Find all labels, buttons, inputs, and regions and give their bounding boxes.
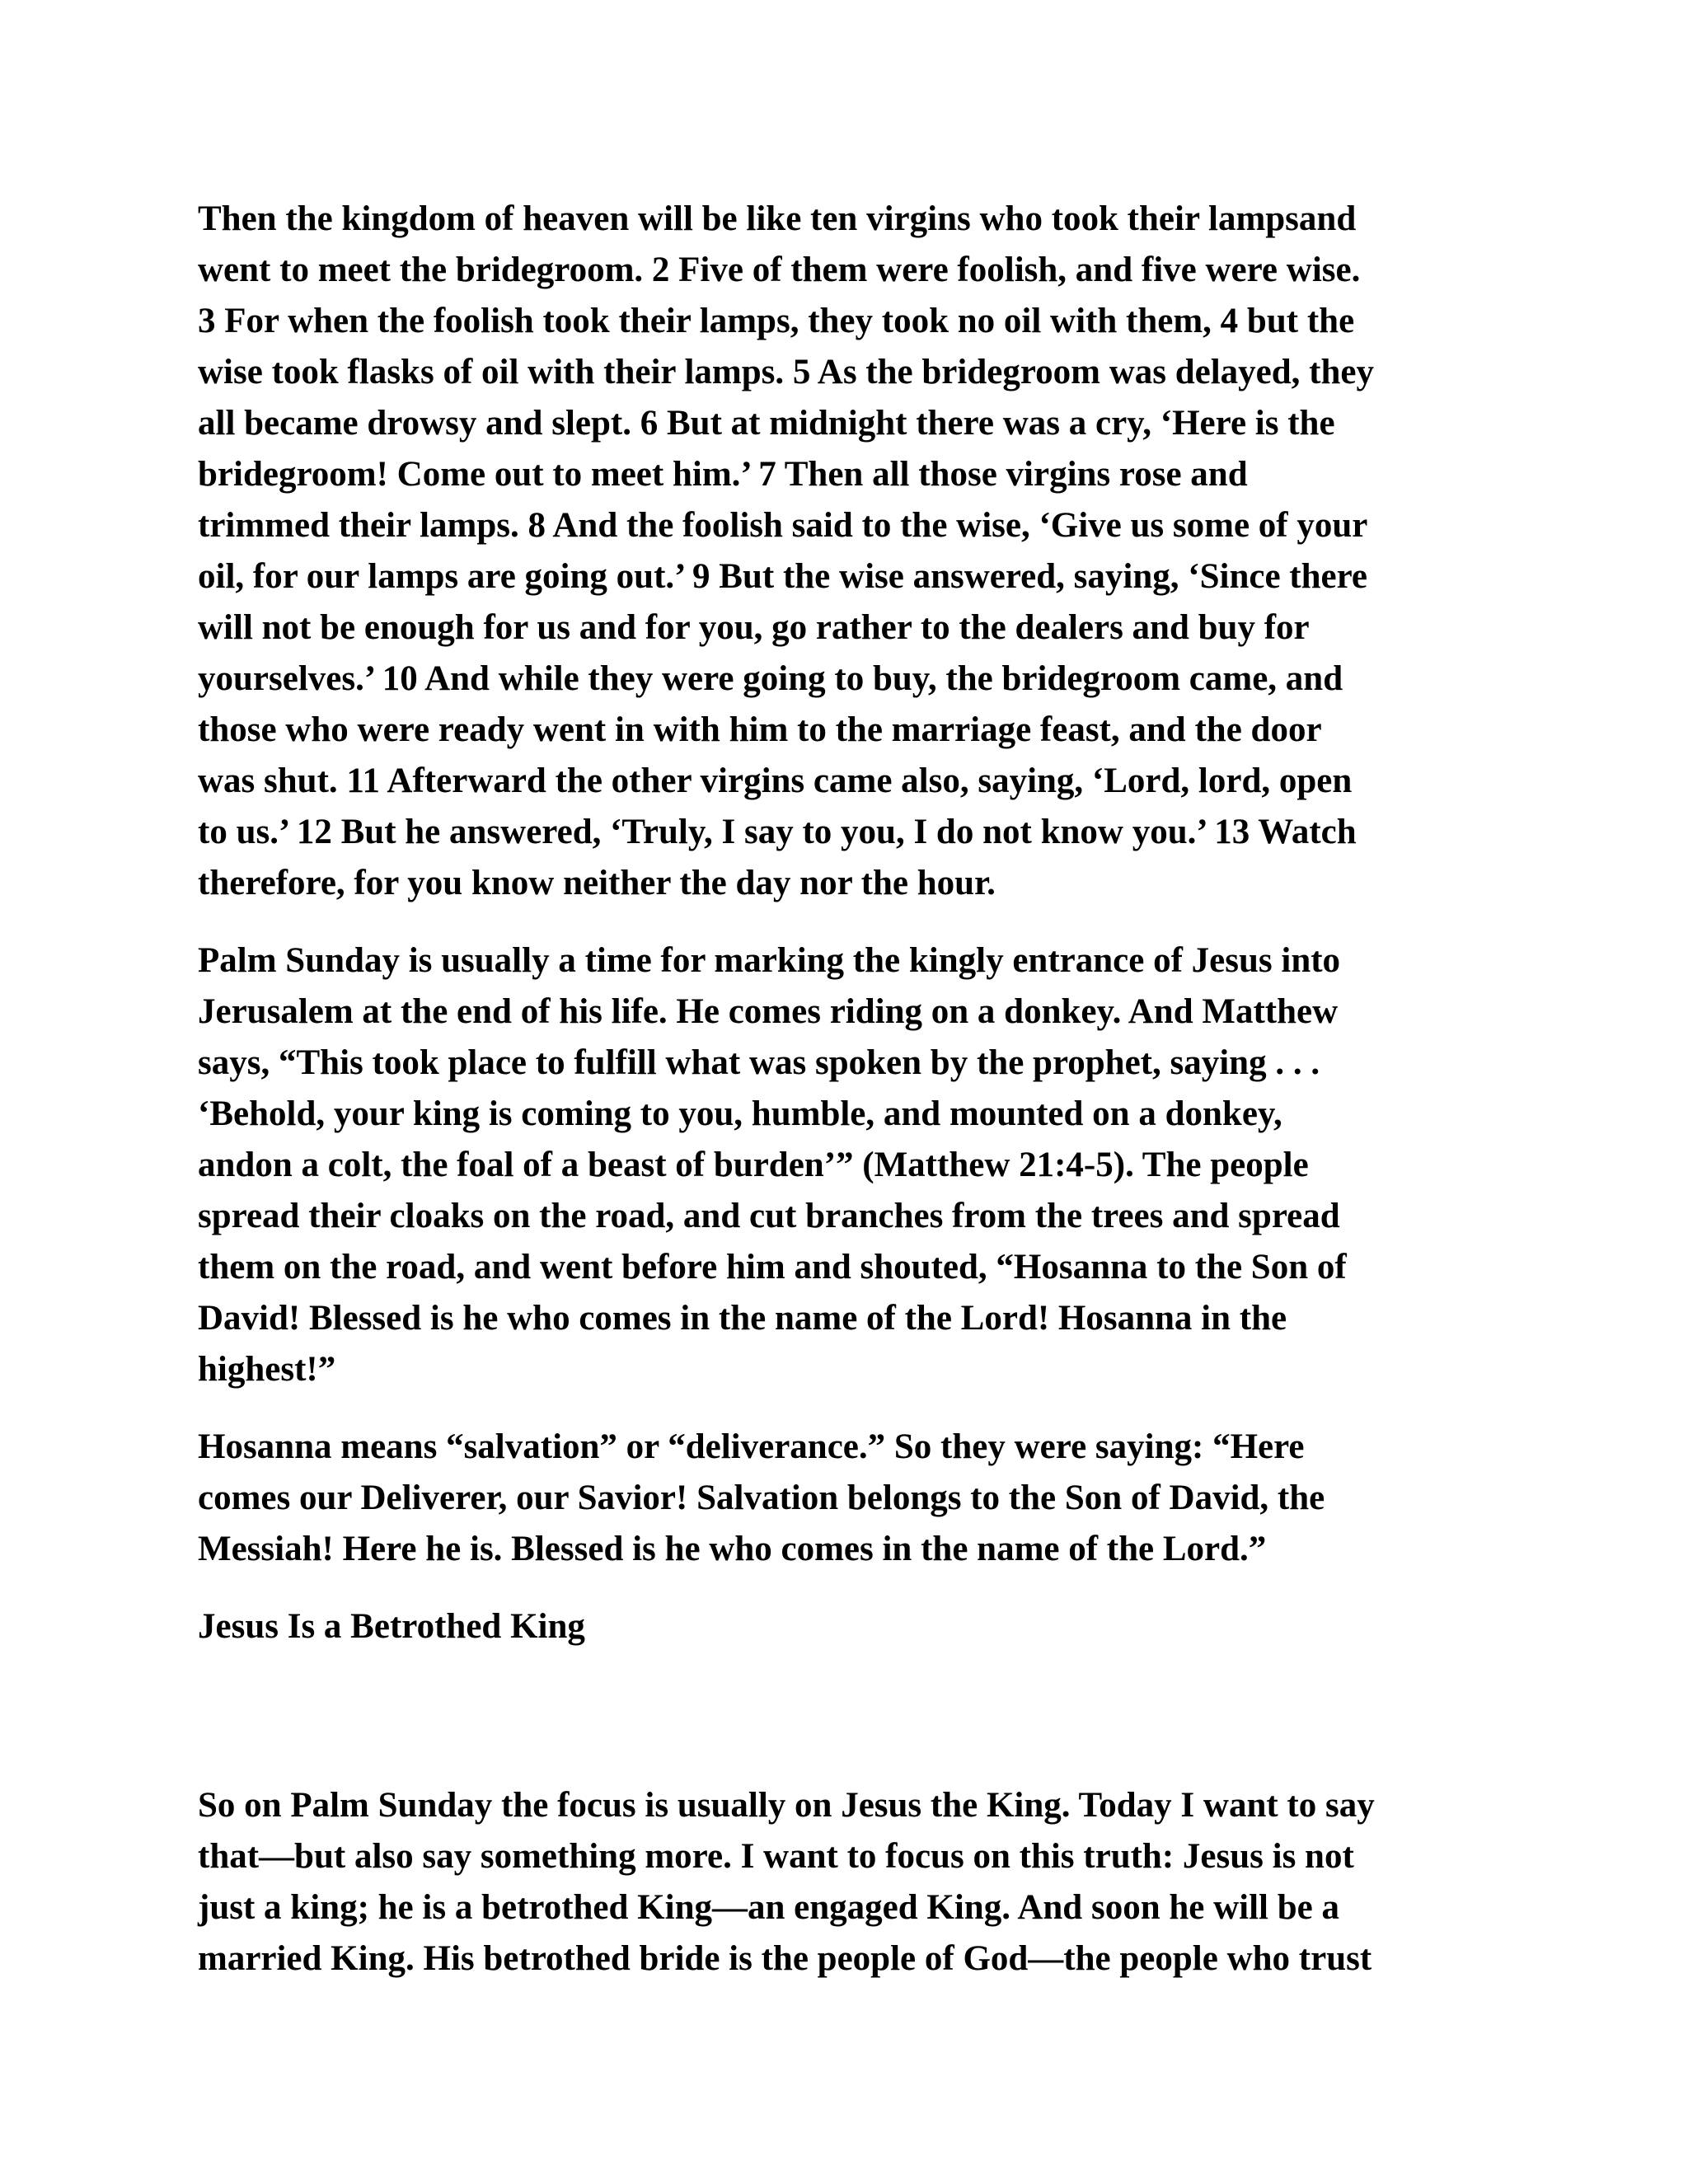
heading-text: Jesus Is a Betrothed King [198,1607,585,1646]
text-line: those who were ready went in with him to the marriage feast, and the door [198,710,1322,749]
text-line: that—but also say something more. I want to focus on this truth: Jesus is not [198,1837,1354,1876]
text-line: bridegroom! Come out to meet him.’ 7 Then all those virgins rose and [198,455,1248,494]
text-line: comes our Deliverer, our Savior! Salvation belongs to the Son of David, the [198,1479,1325,1517]
text-line: ‘Behold, your king is coming to you, humble, and mounted on a donkey, [198,1094,1282,1133]
text-line: So on Palm Sunday the focus is usually on Jesus the King. Today I want to say [198,1786,1375,1825]
text-line: Hosanna means “salvation” or “deliverance.” So they were saying: “Here [198,1427,1305,1466]
text-line: will not be enough for us and for you, go rather to the dealers and buy for [198,608,1310,647]
text-line: Jerusalem at the end of his life. He comes riding on a donkey. And Matthew [198,992,1339,1031]
text-line: says, “This took place to fulfill what was spoken by the prophet, saying . . . [198,1043,1320,1082]
text-line: was shut. 11 Afterward the other virgins came also, saying, ‘Lord, lord, open [198,762,1353,800]
palm-sunday-paragraph [198,935,1492,1395]
text-line: therefore, for you know neither the day nor the hour. [198,864,996,902]
text-line: them on the road, and went before him and shouted, “Hosanna to the Son of [198,1248,1347,1286]
text-line: Palm Sunday is usually a time for marking the kingly entrance of Jesus into [198,941,1341,980]
text-line: yourselves.’ 10 And while they were going to buy, the bridegroom came, and [198,659,1343,698]
text-line: just a king; he is a betrothed King—an engaged King. And soon he will be a [198,1888,1340,1927]
text-line: Messiah! Here he is. Blessed is he who comes in the name of the Lord.” [198,1530,1267,1568]
text-line: highest!” [198,1350,336,1389]
text-line: spread their cloaks on the road, and cut branches from the trees and spread [198,1197,1340,1235]
text-line: andon a colt, the foal of a beast of burden’” (Matthew 21:4-5). The people [198,1146,1309,1184]
hosanna-paragraph [198,1422,1492,1575]
text-line: David! Blessed is he who comes in the name of the Lord! Hosanna in the [198,1299,1287,1338]
text-line: married King. His betrothed bride is the people of God—the people who trust [198,1939,1372,1978]
text-line: all became drowsy and slept. 6 But at midnight there was a cry, ‘Here is the [198,404,1335,443]
text-line: oil, for our lamps are going out.’ 9 But the wise answered, saying, ‘Since there [198,557,1367,596]
section-heading [198,1601,1492,1652]
scripture-paragraph [198,194,1492,909]
text-line: went to meet the bridegroom. 2 Five of them were foolish, and five were wise. [198,251,1361,289]
text-line: Then the kingdom of heaven will be like ten virgins who took their lampsand [198,199,1357,238]
closing-paragraph [198,1780,1492,1985]
text-line: 3 For when the foolish took their lamps, they took no oil with them, 4 but the [198,302,1355,340]
text-line: to us.’ 12 But he answered, ‘Truly, I say to you, I do not know you.’ 13 Watch [198,813,1357,851]
text-line: trimmed their lamps. 8 And the foolish said to the wise, ‘Give us some of your [198,506,1368,545]
text-line: wise took flasks of oil with their lamps. 5 As the bridegroom was delayed, they [198,353,1374,391]
document-body [198,194,1492,2011]
